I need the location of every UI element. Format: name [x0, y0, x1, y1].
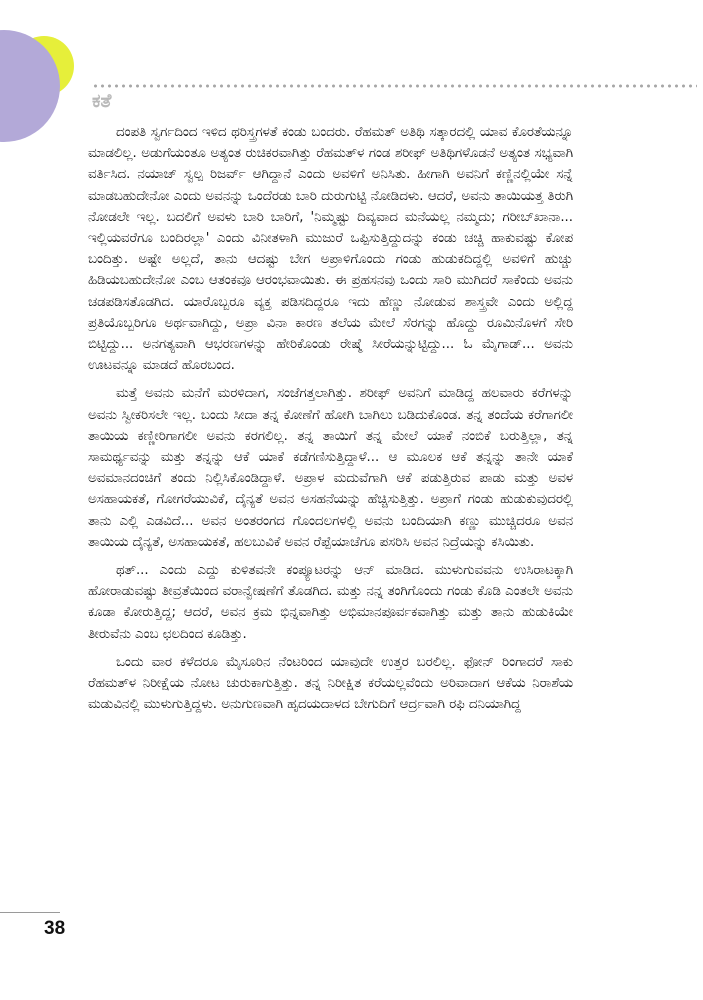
story-paragraph: ಒಂದು ವಾರ ಕಳೆದರೂ ಮೈಸೂರಿನ ನೆಂಟರಿಂದ ಯಾವುದೇ ಉತ್ತರ ಬರಲಿಲ್ಲ. ಫೋನ್ ರಿಂಗಾದರೆ ಸಾಕು ರೆಹಮತ್‌ಳ ನಿರೀಕ್ಷೆಯ ನೋಟ ಚುರುಕಾಗುತ್ತಿತ್ತು. ತನ್ನ ನಿರೀಕ್ಷಿತ ಕರೆಯಲ್ಲವೆಂದು ಅರಿವಾದಾಗ ಆಕೆಯ ನಿರಾಶೆಯ ಮಡುವಿನಲ್ಲಿ ಮುಳುಗುತ್ತಿದ್ದಳು. ಅನುಗುಣವಾಗಿ ಹೃದಯದಾಳದ ಬೇಗುದಿಗೆ ಆರ್ದ್ರವಾಗಿ ರಫಿ ದನಿಯಾಗಿದ್ದ	[88, 654, 573, 713]
page-number: 38	[44, 918, 66, 939]
story-paragraph: ದಂಪತಿ ಸ್ವರ್ಗದಿಂದ ಇಳಿದ ಥರಿಸ್ತ್ರಗಳತೆ ಕಂಡು ಬಂದರು. ರೆಹಮತ್ ಅತಿಥಿ ಸತ್ಕಾರದಲ್ಲಿ ಯಾವ ಕೊರತೆಯನ್ನೂ ಮಾಡಲಿಲ್ಲ. ಅಡುಗೆಯಂತೂ ಅತ್ಯಂತ ರುಚಿಕರವಾಗಿತ್ತು ರೆಹಮತ್‌ಳ ಗಂಡ ಶರೀಫ್ ಅತಿಥಿಗಳೊಡನೆ ಅತ್ಯಂತ ಸಭ್ಯವಾಗಿ ವರ್ತಿಸಿದ. ನಯಾಜ್ ಸ್ವಲ್ಪ ರಿಜರ್ವ್ ಆಗಿದ್ದಾನೆ ಎಂದು ಅವಳಿಗೆ ಅನಿಸಿತು. ಹೀಗಾಗಿ ಅವನಿಗೆ ಕಣ್ಣಿನಲ್ಲಿಯೇ ಸನ್ನೆ ಮಾಡಬಹುದೇನೋ ಎಂದು ಅವನನ್ನು ಒಂದೆರಡು ಬಾರಿ ದುರುಗುಟ್ಟಿ ನೋಡಿದಳು. ಆದರೆ, ಅವನು ತಾಯಿಯತ್ತ ತಿರುಗಿ ನೋಡಲೇ ಇಲ್ಲ. ಬದಲಿಗೆ ಅವಳು ಬಾರಿ ಬಾರಿಗೆ, 'ನಿಮ್ಮಷ್ಟು ದಿವ್ಯವಾದ ಮನೆಯಲ್ಲ ನಮ್ಮದು; ಗರೀಬ್‌ಖಾನಾ... ಇಲ್ಲಿಯವರೆಗೂ ಬಂದಿರಲ್ಲಾ' ಎಂದು ವಿನೀತಳಾಗಿ ಮುಜುರೆ ಒಪ್ಪಿಸುತ್ತಿದ್ದುದನ್ನು ಕಂಡು ಚಚ್ಚಿ ಹಾಕುವಷ್ಟು ಕೋಪ ಬಂದಿತ್ತು. ಅಷ್ಟೇ ಅಲ್ಲದೆ, ತಾನು ಆದಷ್ಟು ಬೇಗ ಅಪ್ರಾಳಿಗೊಂದು ಗಂಡು ಹುಡುಕದಿದ್ದಲ್ಲಿ ಅವಳಿಗೆ ಹುಚ್ಚು ಹಿಡಿಯಬಹುದೇನೋ ಎಂಬ ಆತಂಕವೂ ಆರಂಭವಾಯಿತು. ಈ ಪ್ರಹಸನವು ಒಂದು ಸಾರಿ ಮುಗಿದರೆ ಸಾಕೆಂದು ಅವನು ಚಡಪಡಿಸತೊಡಗಿದ. ಯಾರೊಬ್ಬರೂ ವ್ಯಕ್ತ ಪಡಿಸದಿದ್ದರೂ ಇದು ಹೆಣ್ಣು ನೋಡುವ ಶಾಸ್ತ್ರವೇ ಎಂದು ಅಲ್ಲಿದ್ದ ಪ್ರತಿಯೊಬ್ಬರಿಗೂ ಅರ್ಥವಾಗಿದ್ದು, ಅಪ್ರಾ ವಿನಾ ಕಾರಣ ತಲೆಯ ಮೇಲೆ ಸೆರಗನ್ನು ಹೊದ್ದು ರೂಮಿನೊಳಗೆ ಸೇರಿ ಬಿಟ್ಟಿದ್ದು... ಅನಗತ್ಯವಾಗಿ ಆಭರಣಗಳನ್ನು ಹೇರಿಕೊಂಡು ರೇಷ್ಮೆ ಸೀರೆಯನ್ನುಟ್ಟಿದ್ದು... ಓ ಮೈಗಾಡ್... ಅವನು ಊಟವನ್ನೂ ಮಾಡದೆ ಹೊರಬಂದ.	[88, 125, 573, 374]
footer-rule	[0, 912, 60, 913]
section-label: ಕತೆ	[92, 90, 112, 112]
dotted-divider	[92, 84, 697, 88]
story-paragraph: ಮತ್ತೆ ಅವನು ಮನೆಗೆ ಮರಳಿದಾಗ, ಸಂಜೆಗತ್ತಲಾಗಿತ್ತು. ಶರೀಫ್ ಅವನಿಗೆ ಮಾಡಿದ್ದ ಹಲವಾರು ಕರೆಗಳನ್ನು ಅವನು ಸ್ವೀಕರಿಸಲೇ ಇಲ್ಲ. ಬಂದು ಸೀದಾ ತನ್ನ ಕೋಣೆಗೆ ಹೋಗಿ ಬಾಗಿಲು ಬಡಿದುಕೊಂಡ. ತನ್ನ ತಂದೆಯ ಕರೆಗಾಗಲೀ ತಾಯಿಯ ಕಣ್ಣೀರಿಗಾಗಲೀ ಅವನು ಕರಗಲಿಲ್ಲ. ತನ್ನ ತಾಯಿಗೆ ತನ್ನ ಮೇಲೆ ಯಾಕೆ ನಂಬಿಕೆ ಬರುತ್ತಿಲ್ಲಾ, ತನ್ನ ಸಾಮರ್ಥ್ಯವನ್ನು ಮತ್ತು ತನ್ನನ್ನು ಆಕೆ ಯಾಕೆ ಕಡೆಗಣಿಸುತ್ತಿದ್ದಾಳೆ... ಆ ಮೂಲಕ ಆಕೆ ತನ್ನನ್ನು ತಾನೇ ಯಾಕೆ ಅವಮಾನದಂಚಿಗೆ ತಂದು ನಿಲ್ಲಿಸಿಕೊಂಡಿದ್ದಾಳೆ. ಅಪ್ರಾಳ ಮದುವೆಗಾಗಿ ಆಕೆ ಪಡುತ್ತಿರುವ ಪಾಡು ಮತ್ತು ಅವಳ ಅಸಹಾಯಕತೆ, ಗೋಗರೆಯುವಿಕೆ, ದೈನ್ಯತೆ ಅವನ ಅಸಹನೆಯನ್ನು ಹೆಚ್ಚಿಸುತ್ತಿತ್ತು. ಅಪ್ರಾಗೆ ಗಂಡು ಹುಡುಕುವುದರಲ್ಲಿ ತಾನು ಎಲ್ಲಿ ಎಡವಿದೆ... ಅವನ ಅಂತರಂಗದ ಗೊಂದಲಗಳಲ್ಲಿ ಅವನು ಬಂದಿಯಾಗಿ ಕಣ್ಣು ಮುಚ್ಚಿದರೂ ಅವನ ತಾಯಿಯ ದೈನ್ಯತೆ, ಅಸಹಾಯಕತೆ, ಹಲಬುವಿಕೆ ಅವನ ರೆಪ್ಪೆಯಾಚೆಗೂ ಪಸರಿಸಿ ಅವನ ನಿದ್ರೆಯನ್ನು ಕಸಿಯಿತು.	[88, 386, 573, 550]
story-paragraph: ಥತ್... ಎಂದು ಎದ್ದು ಕುಳಿತವನೇ ಕಂಪ್ಯೂಟರನ್ನು ಆನ್ ಮಾಡಿದ. ಮುಳುಗುವವನು ಉಸಿರಾಟಕ್ಕಾಗಿ ಹೋರಾಡುವಷ್ಟು ತೀವ್ರತೆಯಿಂದ ವರಾನ್ವೇಷಣೆಗೆ ತೊಡಗಿದ. ಮತ್ತು ನನ್ನ ತಂಗಿಗೊಂದು ಗಂಡು ಕೊಡಿ ಎಂತಲೇ ಅವನು ಕೂಡಾ ಕೋರುತ್ತಿದ್ದ; ಆದರೆ, ಅವನ ಕ್ರಮ ಭಿನ್ನವಾಗಿತ್ತು ಅಭಿಮಾನಪೂರ್ವಕವಾಗಿತ್ತು ಮತ್ತು ತಾನು ಹುಡುಕಿಯೇ ತೀರುವೆನು ಎಂಬ ಛಲದಿಂದ ಕೂಡಿತ್ತು.	[88, 563, 573, 642]
story-text	[88, 122, 573, 715]
